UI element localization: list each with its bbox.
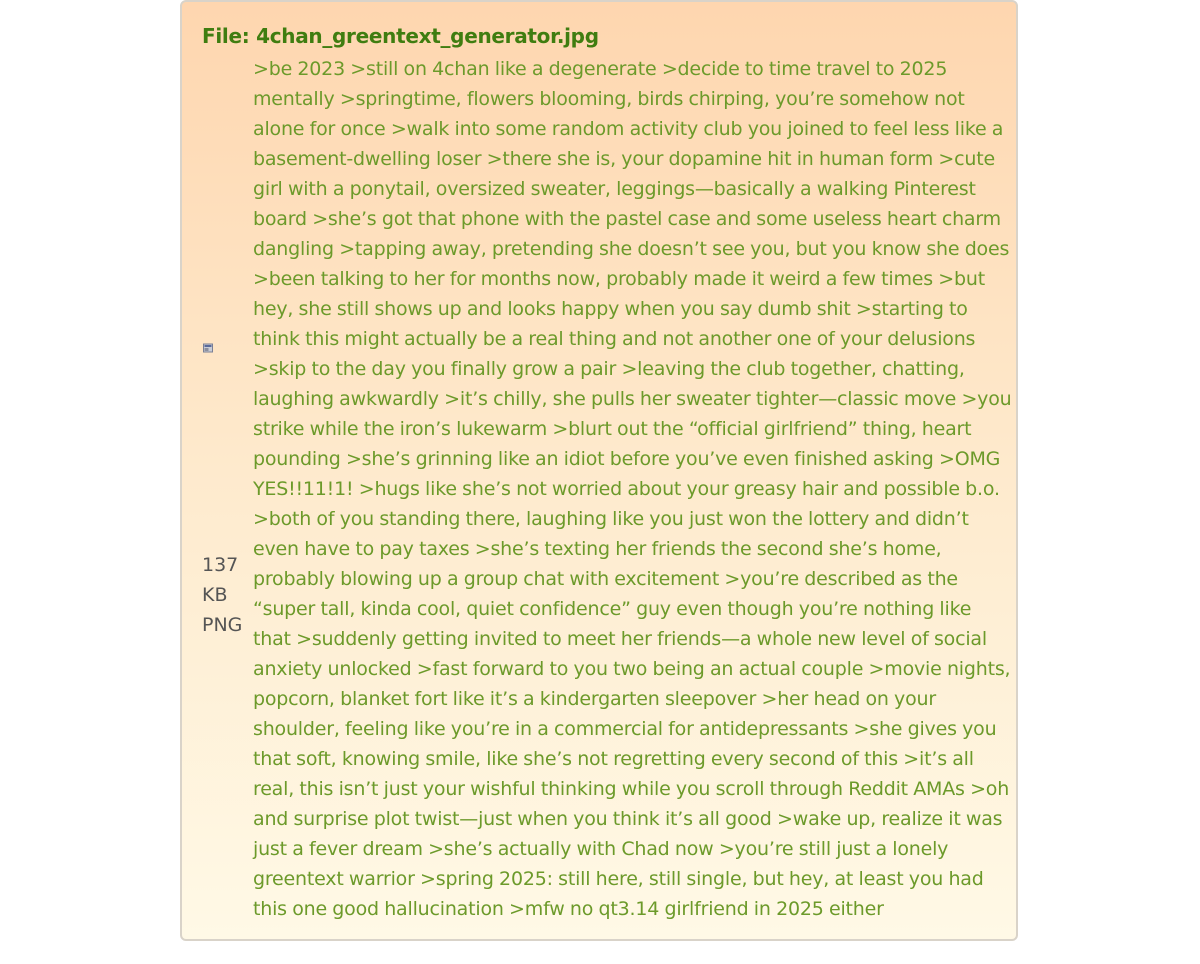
post-body-greentext: >be 2023 >still on 4chan like a degenerate >decide to time travel to 2025 mentally >springtime, flowers blooming, birds chirping, you’re somehow not alone for once >walk into some random activity club you joined to feel less like a basement-dwelling loser >there she is, your dopamine hit in human form >cute girl with a ponytail, oversized sweater, leggings—basically a walking Pinterest board >she’s got that phone with the pastel case and some useless heart charm dangling >tapping away, pretending she doesn’t see you, but you know she does >been talking to her for months now, probably made it weird a few times >but hey, she still shows up and looks happy when you say dumb shit >starting to think this might actually be a real thing and not another one of your delusions >skip to the day you finally grow a pair >leaving the club together, chatting, laughing awkwardly >it’s chilly, she pulls her sweater tighter—classic move >you strike while the iron’s lukewarm >blurt out the “official girlfriend” thing, heart pounding >she’s grinning like an idiot before you’ve even finished asking >OMG YES!!11!1! >hugs like she’s not worried about your greasy hair and possible b.o. >both of you standing there, laughing like you just won the lottery and didn’t even have to pay taxes >she’s texting her friends the second she’s home, probably blowing up a group chat with excitement >you’re described as the “super tall, kinda cool, quiet confidence” guy even though you’re nothing like that >suddenly getting invited to meet her friends—a whole new level of social anxiety unlocked >fast forward to you two being an actual couple >movie nights, popcorn, blanket fort like it’s a kindergarten sleepover >her head on your shoulder, feeling like you’re in a commercial for antidepressants >she gives you that soft, knowing smile, like she’s not regretting every second of this >it’s all real, this isn’t just your wishful thinking while you scroll through Reddit AMAs >oh and surprise plot twist—just when you think it’s all good >wake up, realize it was just a fever dream >she’s actually with Chad now >you’re still just a lonely greentext warrior >spring 2025: still here, still single, but hey, at least you had this one good hallucination >mfw no qt3.14 girlfriend in 2025 either xyxy=(253,58,1012,920)
post-container xyxy=(180,0,1018,941)
image-thumbnail-icon[interactable] xyxy=(203,338,213,348)
file-size: 137 xyxy=(202,554,239,576)
file-size-unit: KB xyxy=(202,584,228,606)
file-meta xyxy=(202,550,242,640)
file-name-link[interactable]: File: 4chan_greentext_generator.jpg xyxy=(202,24,599,48)
file-type: PNG xyxy=(202,614,243,636)
